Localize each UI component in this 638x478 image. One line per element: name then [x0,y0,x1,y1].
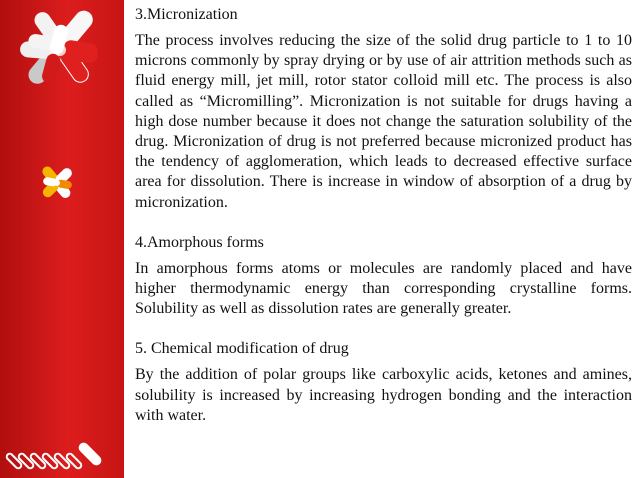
section-micronization [135,5,632,213]
decorative-sidebar [0,0,124,478]
section-paragraph: In amorphous forms atoms or molecules are randomly placed and have higher thermodynamic energy than corresponding crystalline forms. Solubility as well as dissolution rates are generally greater. [135,259,632,318]
pill-small-icon [40,164,74,200]
section-heading: 5. Chemical modification of drug [135,340,349,358]
section-paragraph: By the addition of polar groups like carboxylic acids, ketones and amines, solubility is increased by increasing hydrogen bonding and the interaction with water. [135,366,632,424]
sidebar-artwork [0,0,124,478]
section-amorphous-forms [135,233,632,320]
section-chemical-modification [135,339,632,426]
pill-cluster-icon [19,7,98,88]
section-heading: 4.Amorphous forms [135,233,264,251]
section-heading: 3.Micronization [135,6,238,23]
pills-row-icon [6,442,103,470]
section-paragraph: The process involves reducing the size of the solid drug particle to 1 to 10 microns commonly by spray drying or by use of air attrition methods such as fluid energy mill, jet mill, rotor stator colloid mill etc. The process is also called as “Micromilling”. Micronization is not suitable for drugs having a high dose number because it does not change the saturation solubility of the drug. Micronization of drug is not preferred because micronized product has the tendency of agglomeration, which leads to decreased effective surface area for dissolution. There is increase in window of absorption of a drug by micronization. [135,32,632,211]
slide-content [135,5,632,478]
